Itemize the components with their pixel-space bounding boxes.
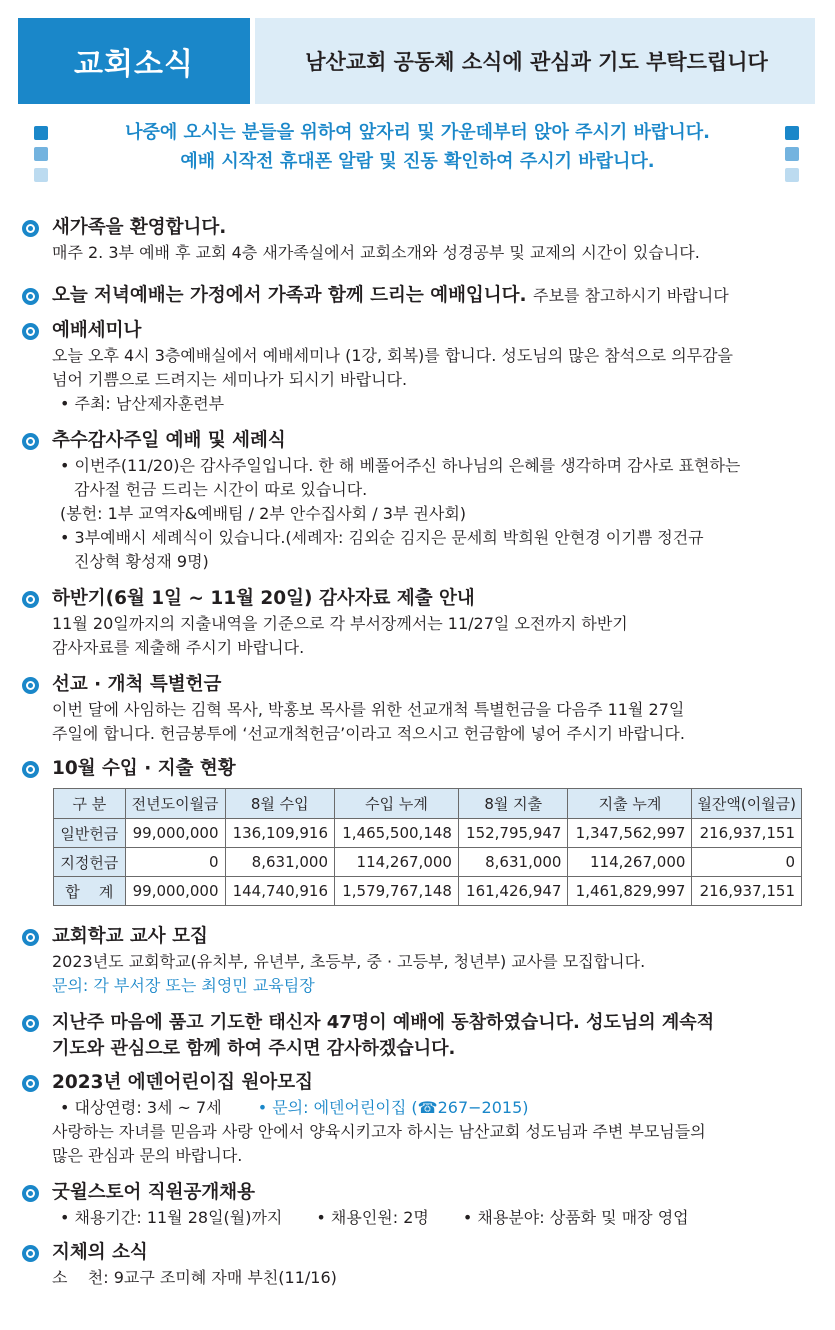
notice-line: 예배 시작전 휴대폰 알람 및 진동 확인하여 주시기 바랍니다. xyxy=(180,151,655,172)
table-row xyxy=(54,848,802,877)
section-text: • 주최: 남산제자훈련부 xyxy=(60,394,225,413)
section-prayer xyxy=(22,1010,807,1062)
bullet-icon xyxy=(22,220,39,237)
section-title: 예배세미나 xyxy=(52,320,142,341)
section-goodwill xyxy=(22,1180,807,1230)
section-audit-notice xyxy=(22,586,807,660)
section-title: 2023년 에덴어린이집 원아모집 xyxy=(52,1072,313,1093)
section-title: 오늘 저녁예배는 가정에서 가족과 함께 드리는 예배입니다. xyxy=(52,285,527,306)
table-cell: 216,937,151 xyxy=(692,819,802,848)
bullet-icon xyxy=(22,1245,39,1262)
finance-table xyxy=(53,788,802,906)
section-title: 지난주 마음에 품고 기도한 태신자 47명이 예배에 동참하였습니다. 성도님의 계속적 xyxy=(52,1012,715,1033)
age-text: • 대상연령: 3세 ~ 7세 xyxy=(60,1098,222,1117)
section-teacher-recruit xyxy=(22,924,807,998)
bullet-icon xyxy=(22,1015,39,1032)
bullet-icon xyxy=(22,1185,39,1202)
table-header-cell: 8월 수입 xyxy=(225,789,335,819)
section-text: (봉헌: 1부 교역자&예배팀 / 2부 안수집사회 / 3부 권사회) xyxy=(60,504,467,523)
section-mission-offering xyxy=(22,672,807,746)
bullet-icon xyxy=(22,323,39,340)
section-text: 감사자료를 제출해 주시기 바랍니다. xyxy=(52,638,305,657)
section-text: 11월 20일까지의 지출내역을 기준으로 각 부서장께서는 11/27일 오전까지 하반기 xyxy=(52,614,628,633)
table-cell: 99,000,000 xyxy=(125,819,225,848)
table-header-cell: 지출 누계 xyxy=(568,789,692,819)
bullet-icon xyxy=(22,761,39,778)
section-text: • 3부예배시 세례식이 있습니다.(세례자: 김외순 김지은 문세희 박희원 안현경 이기쁨 정건규 xyxy=(60,528,704,547)
table-cell: 144,740,916 xyxy=(225,877,335,906)
table-cell: 1,347,562,997 xyxy=(568,819,692,848)
table-header-cell: 구 분 xyxy=(54,789,126,819)
section-text: 감사절 헌금 드리는 시간이 따로 있습니다. xyxy=(74,480,368,499)
table-row xyxy=(54,819,802,848)
section-new-family xyxy=(22,215,807,265)
field-text: • 채용분야: 상품화 및 매장 영업 xyxy=(462,1208,689,1227)
bullet-icon xyxy=(22,288,39,305)
period-text: • 채용기간: 11월 28일(월)까지 xyxy=(60,1208,283,1227)
section-text: 진상혁 황성재 9명) xyxy=(74,552,209,571)
section-title: 추수감사주일 예배 및 세례식 xyxy=(52,430,286,451)
table-cell: 1,461,829,997 xyxy=(568,877,692,906)
contact-text: 문의: 각 부서장 또는 최영민 교육팀장 xyxy=(52,976,315,995)
section-title: 새가족을 환영합니다. xyxy=(52,217,227,238)
table-header-cell: 수입 누계 xyxy=(335,789,459,819)
section-text: • 이번주(11/20)은 감사주일입니다. 한 해 베풀어주신 하나님의 은혜를 생각하며 감사로 표현하는 xyxy=(60,456,741,475)
section-title: 하반기(6월 1일 ~ 11월 20일) 감사자료 제출 안내 xyxy=(52,588,475,609)
header-banner xyxy=(18,18,815,104)
bullet-icon xyxy=(22,433,39,450)
section-text: 오늘 오후 4시 3층예배실에서 예배세미나 (1강, 회복)를 합니다. 성도님의 많은 참석으로 의무감을 xyxy=(52,346,734,365)
table-header-cell: 월잔액(이월금) xyxy=(692,789,802,819)
table-cell: 136,109,916 xyxy=(225,819,335,848)
bullet-icon xyxy=(22,929,39,946)
section-evening-worship xyxy=(22,283,807,309)
section-text: 주일에 합니다. 헌금봉투에 ‘선교개척헌금’이라고 적으시고 헌금함에 넣어 주시기 바랍니다. xyxy=(52,724,685,743)
table-row-label: 지정헌금 xyxy=(54,848,126,877)
section-title: 선교 · 개척 특별헌금 xyxy=(52,674,222,695)
section-text: 넘어 기쁨으로 드려지는 세미나가 되시기 바랍니다. xyxy=(52,370,408,389)
table-cell: 216,937,151 xyxy=(692,877,802,906)
section-title: 교회학교 교사 모집 xyxy=(52,926,208,947)
section-worship-seminar xyxy=(22,318,807,416)
section-tab-label: 교회소식 xyxy=(18,18,250,104)
section-member-news xyxy=(22,1240,807,1290)
section-title: 10월 수입 · 지출 현황 xyxy=(52,758,236,779)
notice-line: 나중에 오시는 분들을 위하여 앞자리 및 가운데부터 앉아 주시기 바랍니다. xyxy=(125,122,710,143)
table-cell: 99,000,000 xyxy=(125,877,225,906)
section-finance xyxy=(22,756,807,782)
table-header-cell: 8월 지출 xyxy=(458,789,568,819)
count-text: • 채용인원: 2명 xyxy=(316,1208,429,1227)
section-title: 지체의 소식 xyxy=(52,1242,148,1263)
section-text: 이번 달에 사임하는 김혁 목사, 박홍보 목사를 위한 선교개척 특별헌금을 다음주 11월 27일 xyxy=(52,700,685,719)
bullet-icon xyxy=(22,591,39,608)
section-text: 2023년도 교회학교(유치부, 유년부, 초등부, 중 · 고등부, 청년부) 교사를 모집합니다. xyxy=(52,952,646,971)
bullet-icon xyxy=(22,1075,39,1092)
table-cell: 161,426,947 xyxy=(458,877,568,906)
table-cell: 1,465,500,148 xyxy=(335,819,459,848)
section-kindergarten xyxy=(22,1070,807,1168)
section-title: 굿윌스토어 직원공개채용 xyxy=(52,1182,256,1203)
section-text: 매주 2. 3부 예배 후 교회 4층 새가족실에서 교회소개와 성경공부 및 교제의 시간이 있습니다. xyxy=(52,243,700,262)
table-row xyxy=(54,877,802,906)
table-cell: 152,795,947 xyxy=(458,819,568,848)
table-cell: 114,267,000 xyxy=(568,848,692,877)
section-text: 많은 관심과 문의 바랍니다. xyxy=(52,1146,243,1165)
table-cell: 0 xyxy=(692,848,802,877)
table-row-label: 합 계 xyxy=(54,877,126,906)
table-cell: 1,579,767,148 xyxy=(335,877,459,906)
section-text: 소 천: 9교구 조미혜 자매 부친(11/16) xyxy=(52,1268,337,1287)
table-header-cell: 전년도이월금 xyxy=(125,789,225,819)
bullet-icon xyxy=(22,677,39,694)
contact-text: • 문의: 에덴어린이집 (☎267−2015) xyxy=(257,1098,529,1117)
table-row-label: 일반헌금 xyxy=(54,819,126,848)
section-note: 주보를 참고하시기 바랍니다 xyxy=(533,286,729,305)
table-cell: 0 xyxy=(125,848,225,877)
section-title: 기도와 관심으로 함께 하여 주시면 감사하겠습니다. xyxy=(52,1038,456,1059)
notice xyxy=(0,118,835,176)
header-divider xyxy=(250,18,255,104)
table-cell: 114,267,000 xyxy=(335,848,459,877)
table-cell: 8,631,000 xyxy=(225,848,335,877)
section-text: 사랑하는 자녀를 믿음과 사랑 안에서 양육시키고자 하시는 남산교회 성도님과 주변 부모님들의 xyxy=(52,1122,706,1141)
table-cell: 8,631,000 xyxy=(458,848,568,877)
header-title: 남산교회 공동체 소식에 관심과 기도 부탁드립니다 xyxy=(305,50,768,74)
section-thanksgiving xyxy=(22,428,807,574)
table-header-row xyxy=(54,789,802,819)
